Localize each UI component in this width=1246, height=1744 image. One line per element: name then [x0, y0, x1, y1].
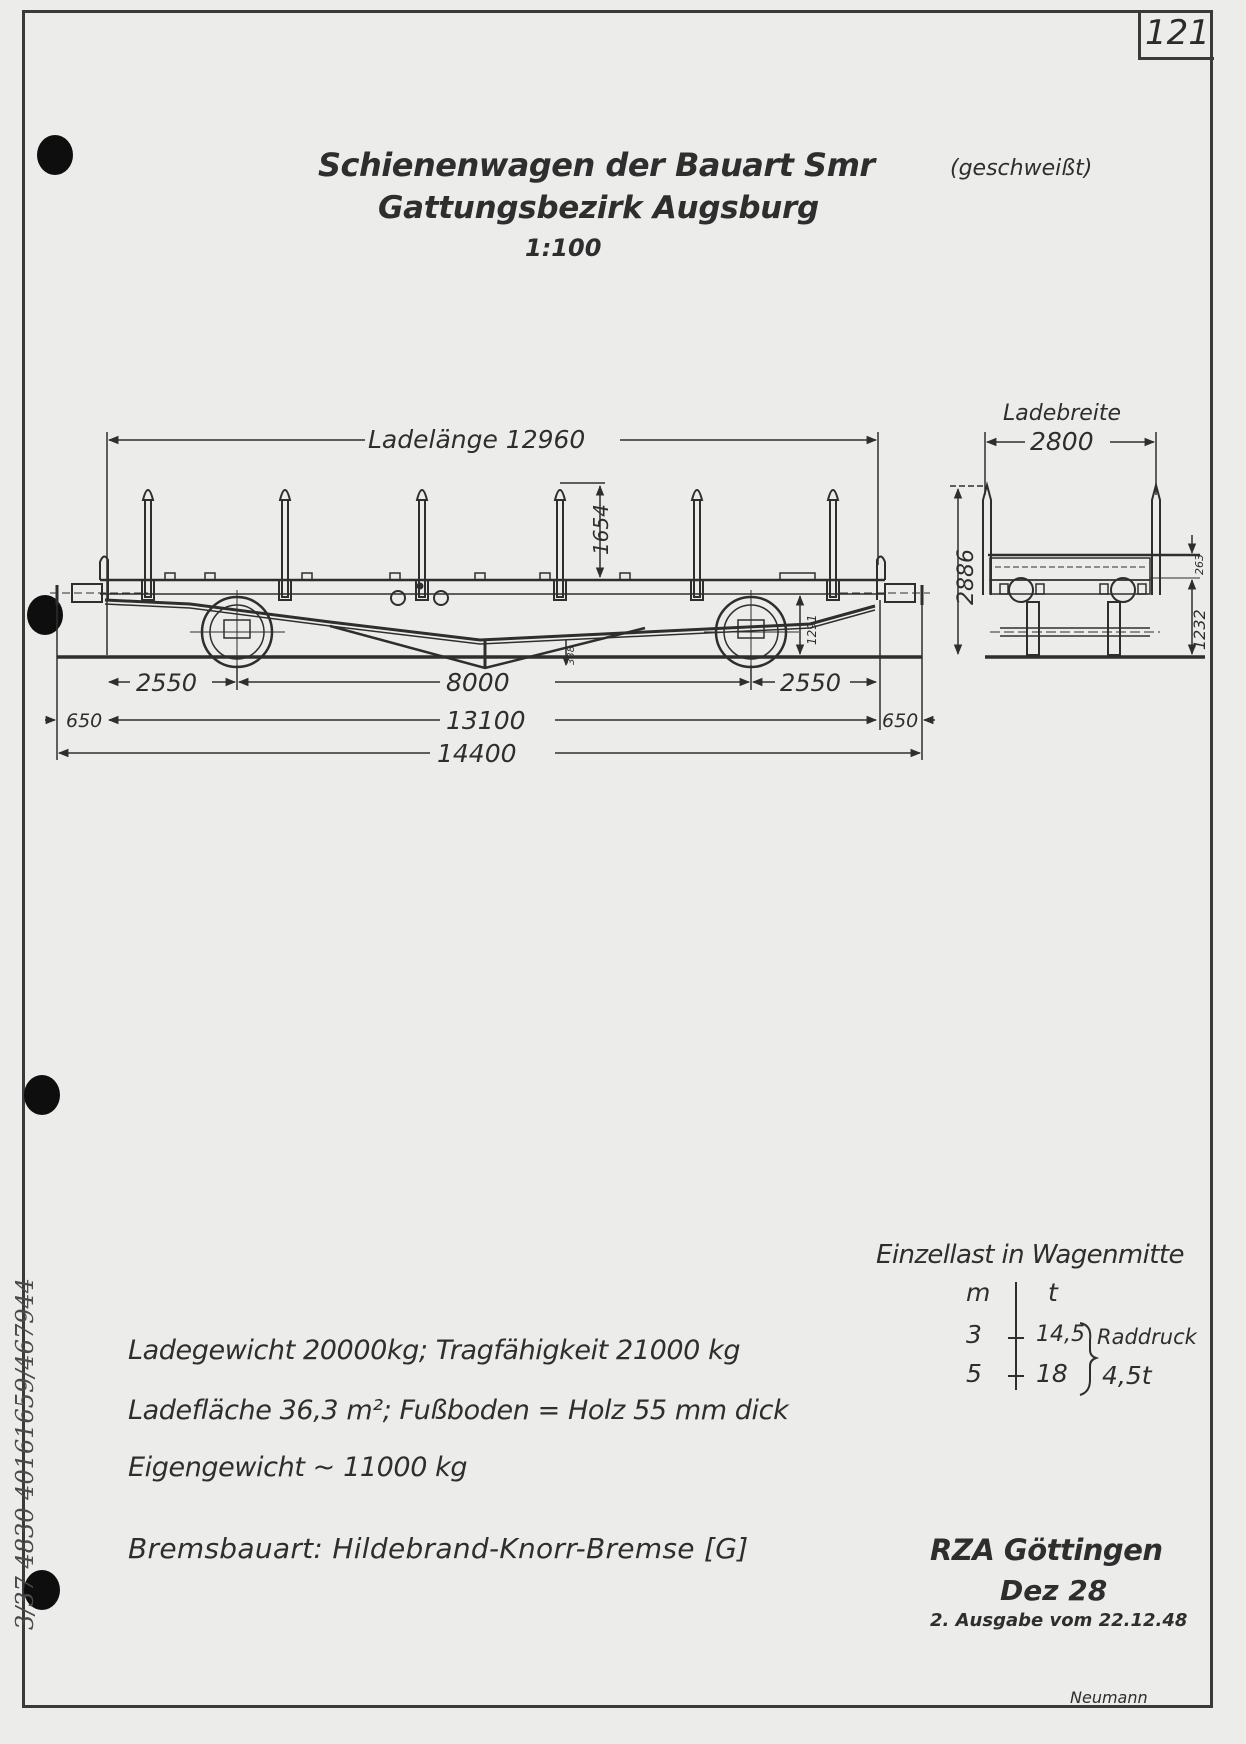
stake-height-dim: 1654 [589, 504, 613, 555]
load-table-divider [1015, 1282, 1017, 1390]
spec-brake: Bremsbauart: Hildebrand-Knorr-Bremse [G] [128, 1532, 749, 1565]
margin-handwriting: 3/37 4830 40161659/467944 [11, 1277, 39, 1631]
cross-section [950, 432, 1205, 657]
sag-dim: 338 [566, 645, 577, 665]
load-table-note-label: Raddruck [1097, 1325, 1197, 1349]
title-note: (geschweißt) [950, 156, 1093, 181]
frame-height-dim: 263 [1193, 554, 1206, 575]
load-table-tick [1008, 1337, 1024, 1339]
load-length-label: Ladelänge 12960 [368, 425, 586, 454]
load-width-label: Ladebreite [1003, 401, 1122, 426]
headstock-length-dim: 13100 [446, 706, 526, 735]
buffer-right-dim: 650 [882, 710, 919, 732]
spec-load-area: Ladefläche 36,3 m²; Fußboden = Holz 55 mm dick [128, 1395, 789, 1426]
drawing-scale: 1:100 [525, 234, 602, 262]
buffer-length-dim: 14400 [437, 739, 517, 768]
load-table-note-value: 4,5t [1102, 1361, 1152, 1390]
title-line-2: Gattungsbezirk Augsburg [378, 190, 819, 226]
wheelbase-dim: 8000 [446, 668, 510, 697]
total-height-dim: 2886 [954, 549, 979, 605]
title-line-1: Schienenwagen der Bauart Smr [318, 146, 875, 184]
floor-height-dim: 1291 [805, 614, 819, 645]
spec-load-weight: Ladegewicht 20000kg; Tragfähigkeit 21000 kg [128, 1335, 741, 1366]
spec-tare-weight: Eigengewicht ~ 11000 kg [128, 1452, 468, 1483]
buffer-height-dim: 1232 [1190, 609, 1209, 650]
wagon-drawing [0, 0, 1246, 800]
load-table-tick [1008, 1375, 1024, 1377]
issuing-office: RZA Göttingen [930, 1533, 1163, 1567]
load-table-header-t: t [1048, 1278, 1058, 1307]
edition-note: 2. Ausgabe vom 22.12.48 [930, 1610, 1188, 1631]
load-table-row1-m: 3 [966, 1320, 982, 1349]
punch-hole [24, 1075, 60, 1115]
buffer-left-dim: 650 [66, 710, 103, 732]
overhang-right-dim: 2550 [780, 669, 842, 697]
drafter-name: Neumann [1070, 1688, 1148, 1707]
load-table-row2-t: 18 [1036, 1359, 1068, 1388]
load-table-title: Einzellast in Wagenmitte [876, 1240, 1184, 1270]
overhang-left-dim: 2550 [136, 669, 198, 697]
page-number: 121 [1138, 10, 1214, 60]
load-table-row1-t: 14,5 [1036, 1322, 1085, 1347]
load-width-dim: 2800 [1030, 427, 1094, 456]
load-table-header-m: m [966, 1278, 991, 1307]
load-table-row2-m: 5 [966, 1359, 982, 1388]
issue-date: Dez 28 [1000, 1574, 1108, 1607]
